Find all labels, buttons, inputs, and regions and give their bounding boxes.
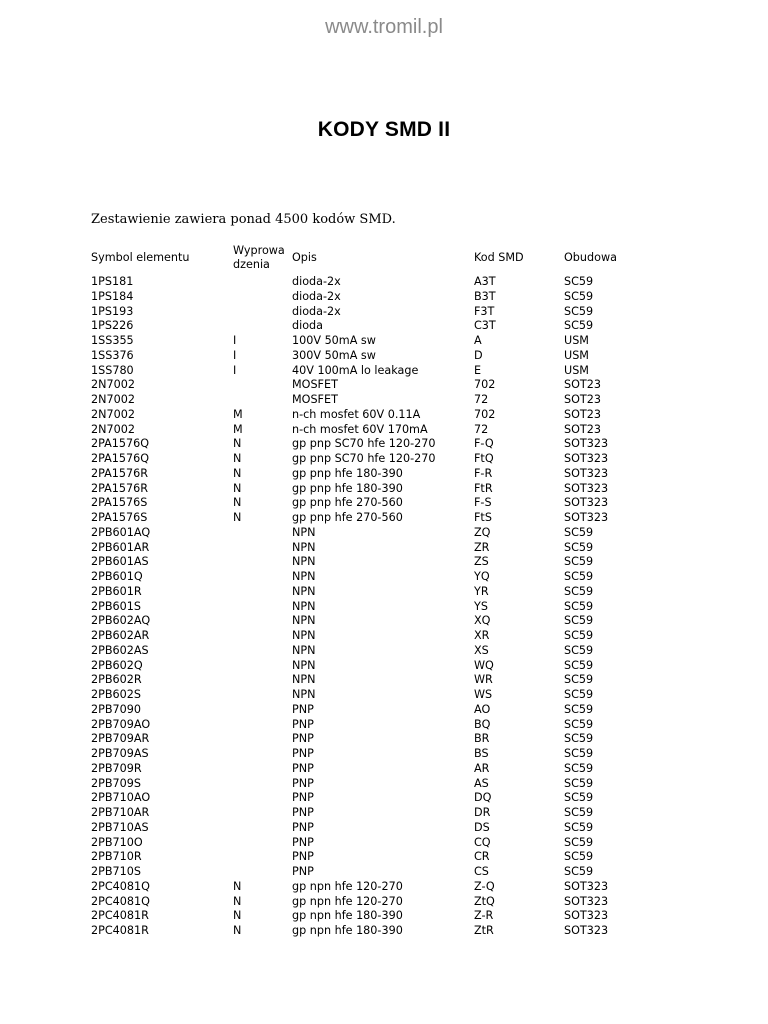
- cell-symbol: 2N7002: [91, 422, 135, 436]
- cell-smd-code: Z-Q: [474, 879, 495, 893]
- table-row: [0, 393, 768, 408]
- cell-smd-code: 702: [474, 378, 496, 392]
- cell-package: SC59: [564, 761, 594, 775]
- cell-smd-code: FtQ: [474, 452, 494, 465]
- page-title: KODY SMD II: [317, 118, 451, 141]
- cell-symbol: 1PS181: [91, 275, 134, 288]
- cell-package: SOT323: [564, 452, 609, 465]
- cell-smd-code: BQ: [474, 717, 491, 731]
- cell-description: NPN: [292, 584, 316, 598]
- cell-package: SC59: [564, 289, 594, 303]
- table-row: [0, 673, 768, 688]
- cell-symbol: 2PB709AS: [91, 747, 149, 760]
- cell-description: PNP: [292, 747, 314, 760]
- cell-smd-code: FtS: [474, 511, 492, 524]
- cell-description: gp pnp SC70 hfe 120-270: [292, 437, 436, 451]
- cell-package: SC59: [564, 643, 594, 657]
- cell-smd-code: XS: [474, 643, 489, 657]
- cell-package: SOT323: [564, 466, 609, 480]
- cell-package: SOT23: [564, 378, 601, 392]
- cell-description: gp pnp hfe 180-390: [292, 481, 403, 495]
- cell-description: PNP: [292, 835, 314, 849]
- table-row: [0, 703, 768, 718]
- table-row: [0, 496, 768, 511]
- cell-description: NPN: [292, 658, 316, 672]
- cell-description: 40V 100mA lo leakage: [292, 363, 419, 377]
- cell-symbol: 2PB601AS: [91, 555, 149, 569]
- table-row: [0, 290, 768, 305]
- cell-symbol: 2PB601S: [91, 599, 141, 613]
- table-row: [0, 747, 768, 762]
- table-row: [0, 806, 768, 821]
- cell-package: SC59: [564, 319, 594, 333]
- cell-smd-code: Z-R: [474, 909, 494, 923]
- cell-smd-code: YR: [474, 584, 489, 598]
- cell-smd-code: ZQ: [474, 525, 491, 539]
- table-row: [0, 511, 768, 526]
- table-row: [0, 452, 768, 467]
- table-row: [0, 585, 768, 600]
- cell-package: SC59: [564, 584, 594, 598]
- cell-package: SOT323: [564, 909, 609, 923]
- cell-symbol: 2PB709R: [91, 761, 142, 775]
- cell-description: PNP: [292, 702, 314, 716]
- cell-symbol: 2PA1576R: [91, 481, 149, 495]
- cell-symbol: 1PS193: [91, 304, 134, 318]
- cell-package: SOT23: [564, 422, 601, 436]
- cell-smd-code: 72: [474, 422, 489, 436]
- table-row: [0, 364, 768, 379]
- cell-description: NPN: [292, 599, 316, 613]
- cell-description: gp npn hfe 180-390: [292, 909, 403, 923]
- cell-symbol: 2PB602AR: [91, 629, 150, 642]
- cell-description: MOSFET: [292, 378, 338, 392]
- cell-pins: N: [233, 452, 242, 465]
- cell-description: PNP: [292, 776, 314, 790]
- cell-pins: N: [233, 924, 242, 937]
- cell-symbol: 2PB601Q: [91, 570, 143, 583]
- cell-package: SC59: [564, 555, 594, 569]
- cell-symbol: 2PB709AR: [91, 732, 150, 746]
- cell-smd-code: WR: [474, 673, 493, 687]
- cell-package: SOT323: [564, 437, 609, 451]
- cell-description: n-ch mosfet 60V 170mA: [292, 422, 428, 436]
- cell-pins: N: [233, 496, 242, 510]
- cell-symbol: 2PB602Q: [91, 658, 143, 672]
- cell-package: SC59: [564, 599, 594, 613]
- table-row: [0, 629, 768, 644]
- header-symbol: Symbol elementu: [91, 251, 190, 264]
- cell-description: NPN: [292, 643, 316, 657]
- cell-package: SC59: [564, 570, 594, 583]
- cell-smd-code: 72: [474, 393, 489, 406]
- table-body: [0, 275, 768, 939]
- cell-package: SOT323: [564, 496, 609, 510]
- cell-description: PNP: [292, 732, 314, 746]
- cell-package: SC59: [564, 820, 594, 834]
- table-row: [0, 408, 768, 423]
- table-row: [0, 924, 768, 939]
- cell-smd-code: WQ: [474, 658, 494, 672]
- cell-smd-code: FtR: [474, 481, 493, 495]
- cell-smd-code: ZtQ: [474, 894, 495, 908]
- cell-smd-code: DS: [474, 820, 490, 834]
- cell-package: SC59: [564, 702, 594, 716]
- cell-description: PNP: [292, 791, 314, 805]
- table-row: [0, 909, 768, 924]
- cell-package: SOT23: [564, 407, 601, 421]
- cell-description: NPN: [292, 673, 316, 687]
- cell-pins: M: [233, 407, 243, 421]
- cell-symbol: 2PC4081R: [91, 909, 149, 923]
- cell-pins: N: [233, 437, 242, 451]
- table-row: [0, 659, 768, 674]
- cell-smd-code: A: [474, 334, 482, 347]
- cell-description: PNP: [292, 717, 314, 731]
- cell-symbol: 2PB709AO: [91, 717, 151, 731]
- cell-symbol: 1PS184: [91, 289, 134, 303]
- cell-package: SOT323: [564, 481, 609, 495]
- cell-description: PNP: [292, 761, 314, 775]
- cell-description: n-ch mosfet 60V 0.11A: [292, 407, 421, 421]
- cell-smd-code: 702: [474, 407, 496, 421]
- cell-pins: N: [233, 466, 242, 480]
- cell-description: NPN: [292, 570, 316, 583]
- cell-description: MOSFET: [292, 393, 338, 406]
- cell-symbol: 2PB710AR: [91, 806, 150, 819]
- cell-package: USM: [564, 334, 589, 347]
- cell-package: USM: [564, 363, 589, 377]
- cell-pins: N: [233, 879, 242, 893]
- cell-symbol: 2PB602S: [91, 688, 141, 701]
- cell-smd-code: BR: [474, 732, 490, 746]
- cell-smd-code: BS: [474, 747, 489, 760]
- table-row: [0, 437, 768, 452]
- cell-description: PNP: [292, 806, 314, 819]
- cell-symbol: 2PB710AO: [91, 791, 151, 805]
- cell-description: dioda-2x: [292, 289, 341, 303]
- cell-symbol: 2PA1576Q: [91, 437, 150, 451]
- cell-package: SC59: [564, 791, 594, 805]
- cell-symbol: 2PA1576R: [91, 466, 149, 480]
- cell-pins: M: [233, 422, 243, 436]
- cell-symbol: 2PB601AR: [91, 540, 150, 554]
- cell-symbol: 2PC4081Q: [91, 879, 150, 893]
- cell-package: SC59: [564, 717, 594, 731]
- cell-package: SC59: [564, 732, 594, 746]
- cell-description: 300V 50mA sw: [292, 348, 376, 362]
- cell-description: NPN: [292, 525, 316, 539]
- cell-package: SC59: [564, 540, 594, 554]
- cell-package: SOT323: [564, 894, 609, 908]
- table-row: [0, 305, 768, 320]
- cell-description: NPN: [292, 614, 316, 628]
- table-row: [0, 718, 768, 733]
- cell-smd-code: AR: [474, 761, 490, 775]
- cell-description: dioda: [292, 319, 324, 333]
- cell-smd-code: D: [474, 348, 483, 362]
- cell-package: SC59: [564, 614, 594, 628]
- cell-symbol: 2PB709S: [91, 776, 141, 790]
- cell-symbol: 2PB710O: [91, 835, 143, 849]
- cell-symbol: 2PB7090: [91, 702, 142, 716]
- table-row: [0, 467, 768, 482]
- table-row: [0, 555, 768, 570]
- cell-symbol: 1PS226: [91, 319, 134, 333]
- table-row: [0, 349, 768, 364]
- cell-smd-code: WS: [474, 688, 493, 701]
- cell-package: SC59: [564, 629, 594, 642]
- cell-smd-code: CR: [474, 850, 490, 864]
- cell-package: SC59: [564, 658, 594, 672]
- cell-package: SC59: [564, 688, 594, 701]
- table-row: [0, 275, 768, 290]
- cell-pins: N: [233, 894, 242, 908]
- table-row: [0, 688, 768, 703]
- table-row: [0, 378, 768, 393]
- cell-smd-code: DQ: [474, 791, 492, 805]
- cell-pins: I: [233, 363, 237, 377]
- cell-description: gp pnp hfe 180-390: [292, 466, 403, 480]
- site-url: www.tromil.pl: [325, 16, 443, 38]
- cell-symbol: 2PB601R: [91, 584, 142, 598]
- cell-symbol: 2PC4081R: [91, 924, 149, 937]
- table-row: [0, 791, 768, 806]
- cell-symbol: 2PC4081Q: [91, 894, 150, 908]
- cell-smd-code: A3T: [474, 275, 496, 288]
- cell-smd-code: DR: [474, 806, 491, 819]
- cell-description: NPN: [292, 540, 316, 554]
- table-row: [0, 836, 768, 851]
- header-pins-line1: Wyprowa: [233, 244, 285, 257]
- table-row: [0, 482, 768, 497]
- table-row: [0, 895, 768, 910]
- cell-symbol: 1SS355: [91, 334, 134, 347]
- cell-package: SC59: [564, 747, 594, 760]
- cell-symbol: 2PB710S: [91, 865, 141, 878]
- table-row: [0, 732, 768, 747]
- intro-text: Zestawienie zawiera ponad 4500 kodów SMD.: [91, 212, 396, 227]
- cell-description: gp pnp hfe 270-560: [292, 511, 403, 524]
- cell-description: NPN: [292, 629, 316, 642]
- cell-description: dioda-2x: [292, 275, 341, 288]
- cell-symbol: 2PB710AS: [91, 820, 149, 834]
- cell-smd-code: YQ: [474, 570, 490, 583]
- cell-smd-code: XQ: [474, 614, 491, 628]
- cell-symbol: 2N7002: [91, 378, 135, 392]
- table-row: [0, 865, 768, 880]
- table-row: [0, 541, 768, 556]
- cell-description: NPN: [292, 688, 316, 701]
- cell-symbol: 2PB602AQ: [91, 614, 151, 628]
- cell-pins: N: [233, 511, 242, 524]
- cell-smd-code: E: [474, 363, 482, 377]
- cell-smd-code: ZS: [474, 555, 489, 569]
- header-smd-code: Kod SMD: [474, 251, 524, 264]
- cell-pins: N: [233, 481, 242, 495]
- cell-smd-code: CS: [474, 865, 489, 878]
- header-pins: [233, 244, 285, 272]
- cell-symbol: 1SS780: [91, 363, 134, 377]
- cell-smd-code: ZtR: [474, 924, 494, 937]
- cell-symbol: 2N7002: [91, 393, 135, 406]
- cell-symbol: 2N7002: [91, 407, 135, 421]
- cell-smd-code: F-S: [474, 496, 492, 510]
- header-package: Obudowa: [564, 251, 617, 264]
- cell-description: gp npn hfe 120-270: [292, 894, 403, 908]
- table-row: [0, 850, 768, 865]
- cell-package: SOT23: [564, 393, 601, 406]
- cell-symbol: 2PB602AS: [91, 643, 149, 657]
- table-row: [0, 423, 768, 438]
- cell-smd-code: YS: [474, 599, 488, 613]
- cell-package: USM: [564, 348, 589, 362]
- cell-description: PNP: [292, 820, 314, 834]
- cell-description: 100V 50mA sw: [292, 334, 376, 347]
- cell-description: gp pnp SC70 hfe 120-270: [292, 452, 436, 465]
- cell-package: SC59: [564, 673, 594, 687]
- header-description: Opis: [292, 251, 317, 264]
- cell-description: PNP: [292, 865, 314, 878]
- cell-pins: N: [233, 909, 242, 923]
- cell-package: SC59: [564, 776, 594, 790]
- cell-description: PNP: [292, 850, 314, 864]
- cell-package: SC59: [564, 806, 594, 819]
- cell-smd-code: CQ: [474, 835, 491, 849]
- cell-description: dioda-2x: [292, 304, 341, 318]
- cell-smd-code: F-Q: [474, 437, 494, 451]
- cell-symbol: 2PA1576Q: [91, 452, 150, 465]
- cell-smd-code: C3T: [474, 319, 496, 333]
- cell-package: SOT323: [564, 879, 609, 893]
- cell-symbol: 2PA1576S: [91, 511, 148, 524]
- cell-package: SC59: [564, 850, 594, 864]
- cell-pins: I: [233, 334, 237, 347]
- cell-symbol: 1SS376: [91, 348, 134, 362]
- cell-symbol: 2PB601AQ: [91, 525, 151, 539]
- cell-description: gp npn hfe 180-390: [292, 924, 403, 937]
- table-row: [0, 880, 768, 895]
- cell-smd-code: AO: [474, 702, 491, 716]
- cell-smd-code: B3T: [474, 289, 496, 303]
- cell-symbol: 2PA1576S: [91, 496, 148, 510]
- cell-smd-code: F-R: [474, 466, 493, 480]
- table-row: [0, 821, 768, 836]
- cell-smd-code: F3T: [474, 304, 495, 318]
- cell-package: SC59: [564, 304, 594, 318]
- cell-package: SC59: [564, 835, 594, 849]
- cell-symbol: 2PB602R: [91, 673, 142, 687]
- cell-package: SOT323: [564, 924, 609, 937]
- cell-smd-code: ZR: [474, 540, 490, 554]
- table-row: [0, 600, 768, 615]
- table-row: [0, 570, 768, 585]
- cell-description: gp npn hfe 120-270: [292, 879, 403, 893]
- table-row: [0, 319, 768, 334]
- cell-package: SC59: [564, 525, 594, 539]
- cell-package: SC59: [564, 865, 594, 878]
- cell-smd-code: XR: [474, 629, 490, 642]
- table-row: [0, 777, 768, 792]
- cell-pins: I: [233, 348, 237, 362]
- cell-smd-code: AS: [474, 776, 489, 790]
- cell-symbol: 2PB710R: [91, 850, 142, 864]
- cell-package: SC59: [564, 275, 594, 288]
- table-row: [0, 526, 768, 541]
- header-pins-line2: dzenia: [233, 258, 270, 271]
- table-row: [0, 334, 768, 349]
- table-row: [0, 762, 768, 777]
- cell-description: NPN: [292, 555, 316, 569]
- cell-description: gp pnp hfe 270-560: [292, 496, 403, 510]
- table-row: [0, 644, 768, 659]
- table-row: [0, 614, 768, 629]
- cell-package: SOT323: [564, 511, 609, 524]
